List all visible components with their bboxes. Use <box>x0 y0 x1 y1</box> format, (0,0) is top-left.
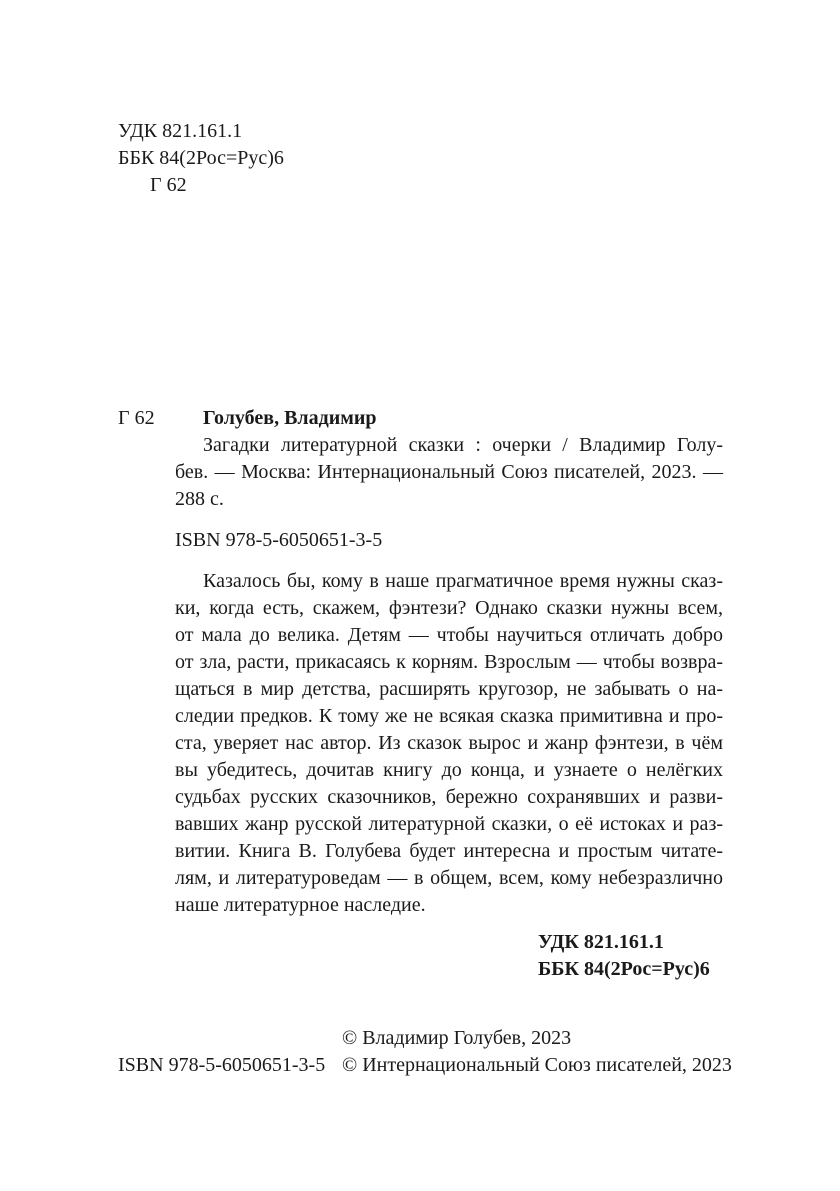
top-author-mark: Г 62 <box>150 174 187 196</box>
annotation-line: ки, когда есть, скажем, фэнтези? Однако сказки нужны всем, <box>175 597 723 619</box>
annotation-line: лям, и литературоведам — в общем, всем, кому небезразлично <box>175 867 723 889</box>
card-description-line: бев. — Москва: Интернациональный Союз писателей, 2023. — <box>175 461 723 483</box>
bottom-bbk-code: ББК 84(2Рос=Рус)6 <box>538 958 710 980</box>
annotation-line: щаться в мир детства, расширять кругозор, не забывать о на- <box>175 678 723 700</box>
bottom-isbn: ISBN 978-5-6050651-3-5 <box>118 1054 326 1076</box>
annotation-line: вавших жанр русской литературной сказки, о её истоках и раз- <box>175 813 723 835</box>
annotation-line: наше литературное наследие. <box>175 894 426 916</box>
top-bbk-code: ББК 84(2Рос=Рус)6 <box>118 147 284 169</box>
bottom-udc-code: УДК 821.161.1 <box>538 931 664 953</box>
card-author-mark: Г 62 <box>118 407 155 429</box>
annotation-line: ста, уверяет нас автор. Из сказок вырос и жанр фэнтези, в чём <box>175 732 723 754</box>
annotation-line: от мала до велика. Детям — чтобы научиться отличать добро <box>175 624 723 646</box>
annotation-line: Казалось бы, кому в наше прагматичное время нужны сказ- <box>203 570 723 592</box>
card-isbn: ISBN 978-5-6050651-3-5 <box>175 529 383 551</box>
top-udc-code: УДК 821.161.1 <box>118 120 243 142</box>
card-author-name: Голубев, Владимир <box>203 407 377 429</box>
card-description-line: Загадки литературной сказки : очерки / Владимир Голу- <box>203 434 723 456</box>
annotation-line: вы убедитесь, дочитав книгу до конца, и узнаете о нелёгких <box>175 759 723 781</box>
card-description-line: 288 с. <box>175 488 224 510</box>
copyright-author: © Владимир Голубев, 2023 <box>342 1027 572 1049</box>
copyright-publisher: © Интернациональный Союз писателей, 2023 <box>342 1054 732 1076</box>
annotation-line: следии предков. К тому же не всякая сказка примитивна и про- <box>175 705 723 727</box>
annotation-line: судьбах русских сказочников, бережно сохранявших и разви- <box>175 786 723 808</box>
annotation-line: от зла, расти, прикасаясь к корням. Взрослым — чтобы возвра- <box>175 651 723 673</box>
annotation-line: витии. Книга В. Голубева будет интересна и простым читате- <box>175 840 723 862</box>
